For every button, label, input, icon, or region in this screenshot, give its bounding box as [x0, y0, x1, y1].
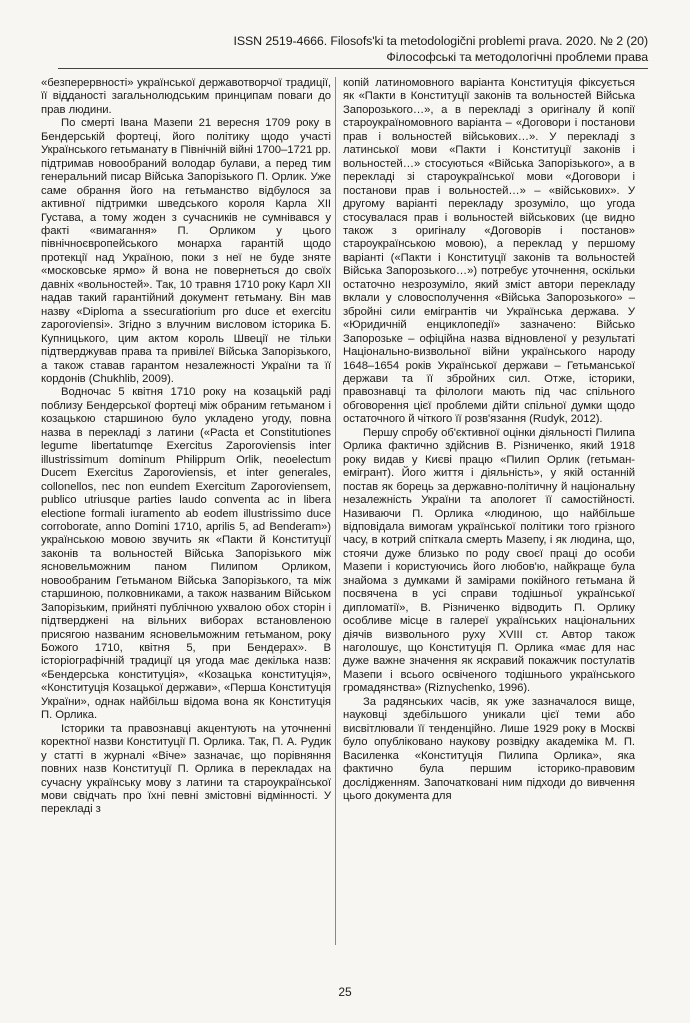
paragraph: Водночас 5 квітня 1710 року на козацькій раді поблизу Бендерської фортеці між обраним гетьманом і козацькою старшиною було укладено угоду, повна назва в перекладі з латини («Pacta et Constitutiones legume libertatumqe Exercitus Zaporoviensis inter illustrissimum dominum Philippum Orlik, neoelectum Ducem Exercitus Zaporoviensis, et inter generales, collonellos, nec non eundem Exercitum Zaporoviensem, publico utriusque parties laudo conventa ac in libera electione formali iuramento ab eodem illustrissimo duce corroborate, anno Domini 1710, aprilis 5, ad Benderam») українською мовою звучить як «Пакти й Конституції законів та вольностей Війська Запорізького між ясновельможним паном Пилипом Орликом, новообраним Гетьманом Війська Запорізького, та між старшиною, полковниками, а також названим Військом Запорізьким, прийняті публічною ухвалою обох сторін і підтверджені на вільних виборах встановленою присягою названим ясновельможним гетьманом, року Божого 1710, квітня 5, при Бендерах». В історіографічній традиції ця угода має декілька назв: «Бендерська конституція», «Козацька конституція», «Конституція Козацької держави», «Перша Конституція України», однак найбільш відома вона як Конституція П. Орлика.	[41, 386, 331, 722]
paragraph: Історики та правознавці акцентують на уточненні коректної назви Конституції П. Орлика. Так, П. А. Рудик у статті в журналі «Віче» зазначає, що порівняння повних назв Конституції П. Орлика в перекладах на сучасну українську мову з латини та староукраїнської мови свідчать про їхні певні змістовні відмінності. У перекладі з	[41, 722, 331, 816]
journal-title-ua: Філософські та методологічні проблеми права	[386, 50, 648, 64]
paragraph: За радянських часів, як уже зазначалося вище, науковці здебільшого уникали цієї теми або висвітлювали її тенденційно. Лише 1929 року в Москві було опубліковано наукову розвідку академіка М. П. Василенка «Конституція Пилипа Орлика», яка фактично була першим історико-правовим дослідженням. Започатковані ним підходи до вивчення цього документа для	[343, 695, 635, 803]
running-header	[58, 33, 648, 69]
left-column	[41, 77, 331, 817]
paragraph: «безперервності» української державотворчої традиції, її відданості загальнолюдським принципам поваги до прав людини.	[41, 77, 331, 116]
page-number: 25	[338, 985, 352, 999]
column-divider	[335, 77, 336, 945]
paragraph: По смерті Івана Мазепи 21 вересня 1709 року в Бендерській фортеці, його політику щодо участі Українського гетьманату в Північній війні 1700–1721 рр. підтримав новообраний володар булави, а перед тим генеральний писар Війська Запорізького П. Орлик. Уже саме обрання його на гетьманство відбулося за активної підтримки шведського короля Карла XII Густава, а тому жоден з сучасників не сумнівався у факті «вимагання» П. Орликом у цього північноєвропейського монарха гарантій щодо протекції над Україною, поки з неї не буде зняте «московське ярмо» й вона не повернеться до своїх давніх «вольностей». Так, 10 травня 1710 року Карл XII надав такий гарантійний документ гетьману. Він мав назву «Diploma a sseсuratiorium pro duce et exercitu zaporoviensi». Згідно з влучним висловом історика Б. Купницького, цим актом король Швеції не тільки підтверджував права та привілеї Війська Запорізького, а також ставав гарантом незалежності України та її кордонів (Chukhlib, 2009).	[41, 117, 331, 385]
paragraph: Першу спробу об'єктивної оцінки діяльності Пилипа Орлика фактично здійснив В. Різниченко, який 1918 року видав у Києві працю «Пилип Орлик (гетьман-емігрант). Його життя і діяльність», у якій останній постав як борець за державно-політичну й національну незалежність України та апологет її самостійності. Називаючи П. Орлика «людиною, що найбільше відповідала вимогам української політики того грізного часу, в котрий спіткала смерть Мазепу, і як людина, що, стоячи дуже близько по роду своєї праці до особи Мазепи і користуючись його любов'ю, найкраще була знайома з думками й замірами покійного гетьмана й посвячена в усі справи тодішньої української дипломатії», В. Різниченко відводить П. Орлику особливе місце в галереї українських національних діячів визвольного руху XVIII ст. Автор також наголошує, що Конституція П. Орлика «має для нас дуже важне значення як яскравий покажчик постулатів Мазепи і всього освіченого тодішнього українського громадянства» (Riznychenko, 1996).	[343, 426, 635, 695]
header-rule	[58, 68, 648, 69]
paragraph: копій латиномовного варіанта Конституція фіксується як «Пакти в Конституції законів та вольностей Війська Запорозького…», а в перекладі з оригіналу й копії староукраїномовного варіанта – «Договори і постанови прав і вольностей військових…». У перекладі з латинської мови «Пакти і Конституції законів і вольностей…» стосуються «Війська Запорізького», а в перекладі зі староукраїнської мови «Договори і постанови прав і вольностей…» – «військових». У другому варіанті перекладу зрозуміло, що угода стосувалася прав і вольностей військових (це видно також з оригіналу «Договорів і постанов» староукраїнською мовою), а переклад у першому варіанті («Пакти і Конституції законів та вольностей Війська Запорозького…») потребує уточнення, оскільки остаточно незрозуміло, який зміст автори перекладу вклали у словосполучення «Війська Запорозького» – збройні сили емігрантів чи Українська держава. У «Юридичній енциклопедії» зазначено: Військо Запорозьке – офіційна назва відновленої у результаті Національно-визвольної війни українського народу 1648–1654 років Української держави – Гетьманської держави та її збройних сил. Отже, історики, правознавці та філологи мають під час спільного обговорення цієї проблеми дійти спільної думки щодо остаточного й чіткого її розв'язання (Rudyk, 2012).	[343, 77, 635, 426]
journal-issn-line: ISSN 2519-4666. Filosofs'ki ta metodologični problemi prava. 2020. № 2 (20)	[233, 34, 648, 48]
right-column	[343, 77, 635, 803]
